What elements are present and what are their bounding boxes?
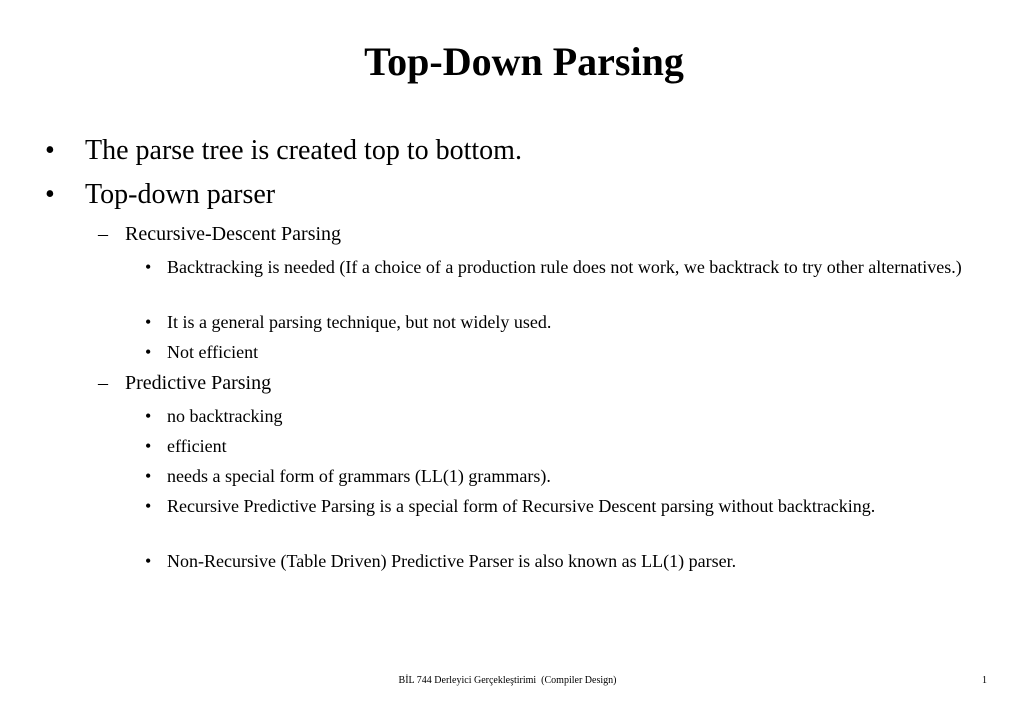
detail-text: Non-Recursive (Table Driven) Predictive Parser is also known as LL(1) parser. xyxy=(167,551,737,571)
sub-item-text: Recursive-Descent Parsing xyxy=(125,223,342,245)
detail-text: no backtracking xyxy=(167,406,283,426)
detail-text: efficient xyxy=(167,436,227,456)
bullet-mark: • xyxy=(145,466,152,486)
detail-text: Recursive Predictive Parsing is a special form of Recursive Descent parsing without backtracking. xyxy=(167,496,876,516)
bullet-mark: • xyxy=(45,179,55,210)
bullet-mark: • xyxy=(145,257,152,277)
detail-item xyxy=(145,549,995,574)
bullet-mark: • xyxy=(145,551,152,571)
bullet-mark: • xyxy=(145,436,152,456)
bullet-mark: • xyxy=(145,342,152,362)
page-number: 1 xyxy=(982,675,987,686)
slide-title: Top-Down Parsing xyxy=(364,39,684,84)
detail-text: It is a general parsing technique, but not widely used. xyxy=(167,312,552,332)
detail-item xyxy=(145,340,995,365)
bullet-mark: • xyxy=(145,406,152,426)
detail-item xyxy=(145,404,995,429)
detail-text: needs a special form of grammars (LL(1) grammars). xyxy=(167,466,551,486)
slide-footer: BİL 744 Derleyici Gerçekleştirimi (Compiler Design) xyxy=(398,675,617,686)
bullet-text: The parse tree is created top to bottom. xyxy=(85,135,522,166)
bullet-mark: • xyxy=(45,135,55,166)
dash-mark: – xyxy=(98,223,108,245)
detail-text: Backtracking is needed (If a choice of a production rule does not work, we backtrack to try other alternatives.) xyxy=(167,257,962,277)
bullet-mark: • xyxy=(145,496,152,516)
bullet-mark: • xyxy=(145,312,152,332)
detail-item xyxy=(145,464,995,489)
detail-text: Not efficient xyxy=(167,342,259,362)
detail-item xyxy=(145,494,905,519)
sub-item-text: Predictive Parsing xyxy=(125,372,272,394)
dash-mark: – xyxy=(98,372,108,394)
detail-item xyxy=(145,310,995,335)
detail-item xyxy=(145,255,995,280)
bullet-text: Top-down parser xyxy=(85,179,276,210)
detail-item xyxy=(145,434,995,459)
